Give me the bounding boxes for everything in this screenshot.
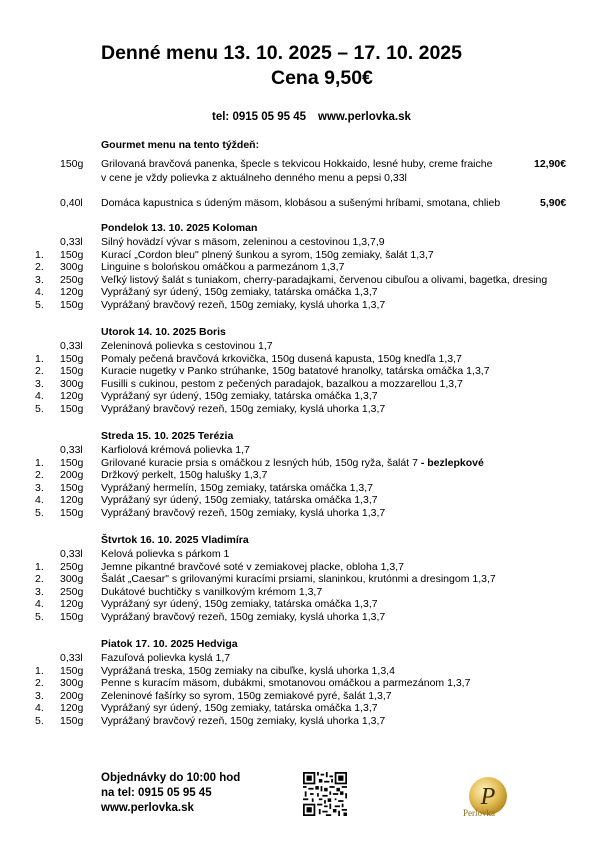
contact-phone: tel: 0915 05 95 45: [212, 111, 306, 123]
item-qty: 150g: [60, 352, 84, 365]
item-number: 5.: [35, 299, 44, 311]
gourmet-heading: Gourmet menu na tento týždeň:: [101, 139, 260, 151]
item-desc: [101, 598, 378, 610]
menu-price: Cena 9,50€: [271, 67, 373, 89]
item-desc-text: Penne s kuracím mäsom, dubákmi, smotanovou omáčkou a parmezánom 1,3,7: [101, 677, 471, 690]
item-number: 4.: [35, 598, 44, 611]
item-desc: [101, 677, 470, 689]
perlovka-logo-icon: [460, 772, 516, 828]
item-qty: 150g: [60, 299, 84, 311]
order-info: [101, 771, 240, 816]
item-diet-tag: - bezlepkové: [420, 456, 484, 469]
day-heading: Utorok 14. 10. 2025 Boris: [101, 326, 226, 338]
item-qty: 0,33l: [60, 444, 83, 456]
item-desc-text: Vyprážaný syr údený, 150g zemiaky, tatárska omáčka 1,3,7: [101, 702, 378, 715]
logo-letter: P: [480, 784, 496, 810]
item-desc-text: Dukátové buchtičky s vanilkovým krémom 1,3,7: [101, 585, 323, 598]
item-desc-text: Vyprážaný bravčový rezeň, 150g zemiaky, kyslá uhorka 1,3,7: [101, 299, 386, 311]
item-desc: [101, 573, 496, 585]
item-desc: Kelová polievka s párkom 1: [101, 548, 230, 560]
item-number: 3.: [35, 585, 44, 598]
item-number: 4.: [35, 702, 44, 715]
item-desc-text: Vyprážaný bravčový rezeň, 150g zemiaky, kyslá uhorka 1,3,7: [101, 715, 386, 727]
item-qty: 150g: [60, 403, 84, 415]
item-desc-text: Vyprážaný bravčový rezeň, 150g zemiaky, kyslá uhorka 1,3,7: [101, 507, 386, 519]
item-number: 4.: [35, 494, 44, 507]
item-qty: 0,33l: [60, 652, 83, 664]
item-desc: [101, 378, 463, 390]
item-number: 3.: [35, 377, 44, 390]
item-desc: [101, 390, 378, 402]
day-heading: Štvrtok 16. 10. 2025 Vladimíra: [101, 534, 249, 546]
item-desc-text: Zeleninové fašírky so syrom, 150g zemiakové pyré, šalát 1,3,7: [101, 689, 392, 702]
item-number: 2.: [35, 573, 44, 586]
item-desc-text: Vyprážaná treska, 150g zemiaky na cibuľke, kyslá uhorka 1,3,4: [101, 664, 395, 677]
item-desc-text: Šalát „Caesar" s grilovanými kuracími prsiami, slaninkou, krutónmi a dresingom 1,3,7: [101, 573, 496, 586]
item-qty: 300g: [60, 677, 84, 690]
item-desc: [101, 365, 490, 377]
item-desc-text: Vyprážaný hermelín, 150g zemiaky, tatárska omáčka 1,3,7: [101, 481, 373, 494]
item-desc: [101, 403, 385, 415]
item-desc: [101, 261, 344, 273]
item-qty: 120g: [60, 286, 84, 299]
item-qty: 250g: [60, 560, 84, 573]
item-number: 1.: [35, 456, 44, 469]
item-desc-text: Vyprážaný syr údený, 150g zemiaky, tatárska omáčka 1,3,7: [101, 390, 378, 403]
order-phone: na tel: 0915 05 95 45: [101, 787, 212, 799]
item-desc: Zeleninová polievka s cestovinou 1,7: [101, 340, 273, 352]
item-desc: [101, 715, 385, 727]
item-number: 2.: [35, 261, 44, 274]
order-deadline: Objednávky do 10:00 hod: [101, 772, 241, 784]
item-desc-text: Pomaly pečená bravčová krkovička, 150g dusená kapusta, 150g knedľa 1,3,7: [101, 352, 462, 365]
item-desc: [101, 469, 267, 481]
item-number: 5.: [35, 507, 44, 519]
item-qty: 150g: [60, 664, 84, 677]
item-desc-text: Fusilli s cukinou, pestom z pečených paradajok, bazalkou a mozzarellou 1,3,7: [101, 377, 463, 390]
item-qty: 200g: [60, 689, 84, 702]
item-number: 5.: [35, 715, 44, 727]
item-desc: Grilovaná bravčová panenka, špecle s tekvicou Hokkaido, lesné huby, creme fraiche: [101, 158, 493, 170]
day-heading: Piatok 17. 10. 2025 Hedviga: [101, 638, 238, 650]
item-qty: 120g: [60, 494, 84, 507]
item-qty: 200g: [60, 469, 84, 482]
item-desc-text: Vyprážaný syr údený, 150g zemiaky, tatárska omáčka 1,3,7: [101, 494, 378, 507]
item-qty: 250g: [60, 585, 84, 598]
item-qty: 150g: [60, 248, 84, 261]
item-number: 4.: [35, 390, 44, 403]
item-desc-text: Vyprážaný bravčový rezeň, 150g zemiaky, kyslá uhorka 1,3,7: [101, 611, 386, 623]
item-desc: v cene je vždy polievka z aktuálneho denného menu a pepsi 0,33l: [101, 172, 407, 184]
item-price: 5,90€: [540, 197, 567, 209]
item-qty: 150g: [60, 481, 84, 494]
item-qty: 150g: [60, 456, 84, 469]
item-desc: [101, 665, 395, 677]
item-desc-text: Kurací „Cordon bleu" plnený šunkou a syrom, 150g zemiaky, šalát 1,3,7: [101, 248, 434, 261]
item-qty: 0,33l: [60, 548, 83, 560]
item-desc-text: Grilované kuracie prsia s omáčkou z lesných húb, 150g ryža, šalát 7: [101, 456, 418, 469]
item-desc: Karfiolová krémová polievka 1,7: [101, 444, 250, 456]
item-desc-text: Kuracie nugetky v Panko strúhanke, 150g batatové hranolky, tatárska omáčka 1,3,7: [101, 365, 490, 378]
item-qty: 150g: [60, 611, 84, 623]
item-number: 5.: [35, 403, 44, 415]
item-desc-text: Vyprážaný bravčový rezeň, 150g zemiaky, kyslá uhorka 1,3,7: [101, 403, 386, 415]
item-qty: 300g: [60, 377, 84, 390]
item-number: 3.: [35, 273, 44, 286]
item-desc-text: Držkový perkelt, 150g halušky 1,3,7: [101, 469, 268, 482]
item-number: 1.: [35, 664, 44, 677]
item-number: 3.: [35, 481, 44, 494]
item-desc-text: Linguine s bolońskou omáčkou a parmezánom 1,3,7: [101, 261, 345, 274]
order-web[interactable]: www.perlovka.sk: [101, 802, 194, 814]
item-desc-text: Vyprážaný syr údený, 150g zemiaky, tatárska omáčka 1,3,7: [101, 286, 378, 299]
item-qty: 300g: [60, 573, 84, 586]
item-desc-text: Vyprážaný syr údený, 150g zemiaky, tatárska omáčka 1,3,7: [101, 598, 378, 611]
item-desc-text: Jemne pikantné bravčové soté v zemiakovej placke, obloha 1,3,7: [101, 560, 404, 573]
page-title: Denné menu 13. 10. 2025 – 17. 10. 2025: [101, 42, 462, 64]
item-qty: 0,33l: [60, 340, 83, 352]
item-desc: [101, 494, 378, 506]
item-qty: 300g: [60, 261, 84, 274]
item-qty: 150g: [60, 365, 84, 378]
item-number: 1.: [35, 352, 44, 365]
item-desc-text: Veľký listový šalát s tuniakom, cherry-paradajkami, červenou cibuľou a olivami, bagetka, dresing: [101, 273, 548, 286]
item-qty: 150g: [60, 158, 84, 170]
item-qty: 120g: [60, 702, 84, 715]
item-desc: [101, 702, 378, 714]
item-qty: 0,40l: [60, 197, 83, 209]
day-heading: Pondelok 13. 10. 2025 Koloman: [101, 222, 258, 234]
item-qty: 0,33l: [60, 236, 83, 248]
item-desc: [101, 274, 547, 286]
item-desc: [101, 611, 385, 623]
item-number: 5.: [35, 611, 44, 623]
item-number: 1.: [35, 560, 44, 573]
item-price: 12,90€: [534, 158, 567, 170]
item-number: 4.: [35, 286, 44, 299]
item-number: 3.: [35, 689, 44, 702]
item-desc: Fazuľová polievka kyslá 1,7: [101, 652, 231, 664]
item-desc: [101, 353, 462, 365]
logo-name: Perlovka: [463, 808, 495, 818]
item-qty: 150g: [60, 715, 84, 727]
item-qty: 120g: [60, 598, 84, 611]
item-qty: 150g: [60, 507, 84, 519]
item-desc: [101, 482, 373, 494]
item-desc: [101, 457, 484, 469]
item-desc: [101, 586, 322, 598]
item-desc: Domáca kapustnica s údeným mäsom, klobásou a sušenými hríbami, smotana, chlieb: [101, 197, 501, 209]
qr-code-icon[interactable]: [303, 772, 347, 816]
item-desc: [101, 249, 434, 261]
item-desc: [101, 690, 392, 702]
contact-line: [212, 111, 411, 123]
contact-web[interactable]: www.perlovka.sk: [318, 111, 411, 123]
item-desc: Silný hovädzí vývar s mäsom, zeleninou a cestovinou 1,3,7,9: [101, 236, 385, 248]
item-number: 2.: [35, 677, 44, 690]
item-desc: [101, 507, 385, 519]
item-number: 1.: [35, 248, 44, 261]
item-qty: 250g: [60, 273, 84, 286]
item-desc: [101, 286, 378, 298]
item-number: 2.: [35, 469, 44, 482]
item-desc: [101, 299, 385, 311]
day-heading: Streda 15. 10. 2025 Terézia: [101, 430, 234, 442]
item-desc: [101, 561, 404, 573]
item-number: 2.: [35, 365, 44, 378]
item-qty: 120g: [60, 390, 84, 403]
